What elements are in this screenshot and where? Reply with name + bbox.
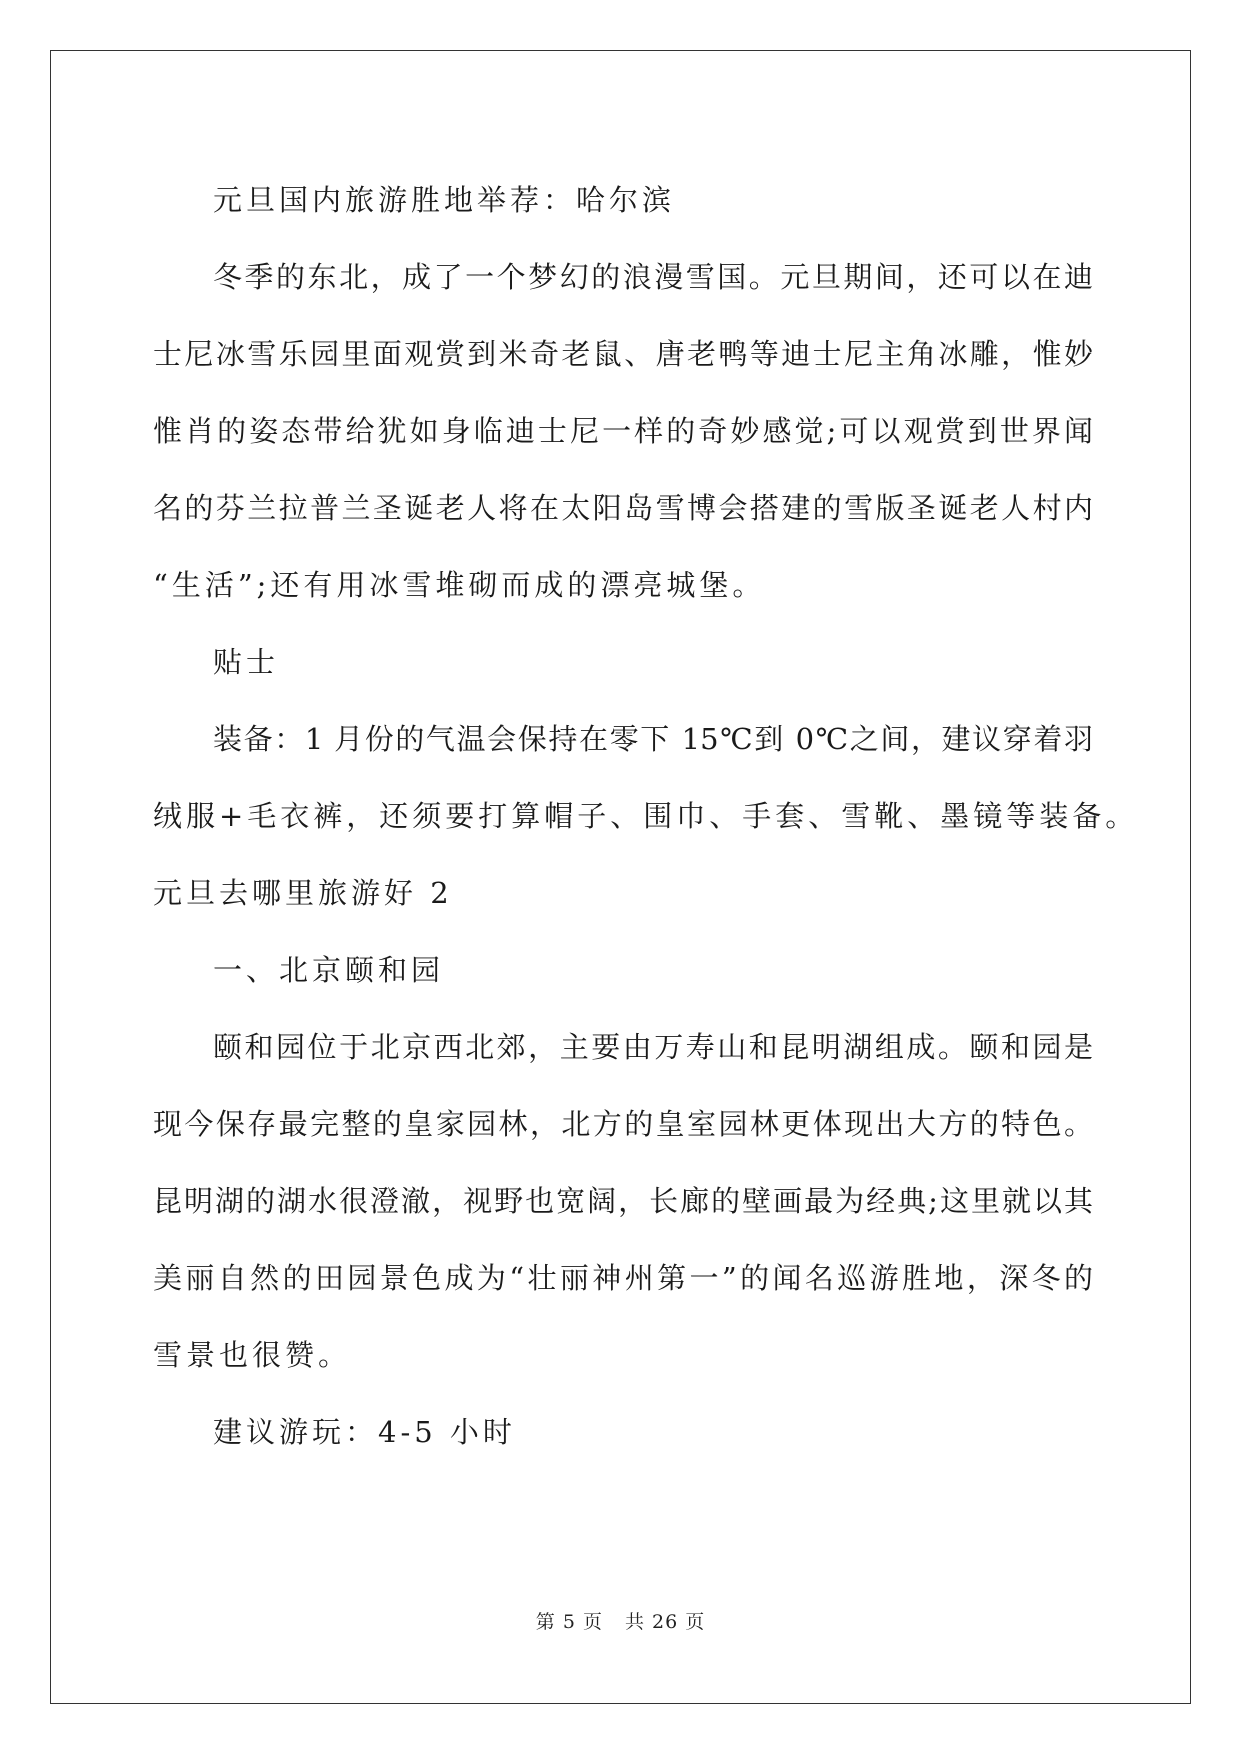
suggested-duration: 建议游玩：4-5 小时 — [213, 1415, 516, 1449]
paragraph-line: 装备：1 月份的气温会保持在零下 15℃到 0℃之间，建议穿着羽 — [213, 722, 1093, 756]
paragraph-line: 美丽自然的田园景色成为“壮丽神州第一”的闻名巡游胜地，深冬的 — [153, 1261, 1093, 1295]
paragraph-line: 昆明湖的湖水很澄澈，视野也宽阔，长廊的壁画最为经典;这里就以其 — [153, 1184, 1093, 1218]
page-number: 第 5 页 — [535, 1611, 603, 1633]
paragraph-line: 冬季的东北，成了一个梦幻的浪漫雪国。元旦期间，还可以在迪 — [213, 260, 1093, 294]
document-body — [153, 162, 1139, 1471]
subsection-heading-summer-palace: 一、北京颐和园 — [213, 953, 445, 987]
section-title: 元旦去哪里旅游好 2 — [153, 876, 453, 910]
paragraph-line: “生活”;还有用冰雪堆砌而成的漂亮城堡。 — [153, 568, 766, 602]
paragraph-line: 惟肖的姿态带给犹如身临迪士尼一样的奇妙感觉;可以观赏到世界闻 — [153, 414, 1093, 448]
paragraph-line: 士尼冰雪乐园里面观赏到米奇老鼠、唐老鸭等迪士尼主角冰雕，惟妙 — [153, 337, 1093, 371]
paragraph-line: 绒服+毛衣裤，还须要打算帽子、围巾、手套、雪靴、墨镜等装备。 — [153, 799, 1139, 833]
paragraph-line: 雪景也很赞。 — [153, 1338, 352, 1372]
tips-heading: 贴士 — [213, 645, 280, 679]
paragraph-line: 现今保存最完整的皇家园林，北方的皇室园林更体现出大方的特色。 — [153, 1107, 1093, 1141]
page-footer — [0, 1607, 1241, 1634]
paragraph-line: 颐和园位于北京西北郊，主要由万寿山和昆明湖组成。颐和园是 — [213, 1030, 1093, 1064]
page-total: 共 26 页 — [624, 1611, 706, 1633]
section-heading-harbin: 元旦国内旅游胜地举荐：哈尔滨 — [213, 183, 676, 217]
paragraph-line: 名的芬兰拉普兰圣诞老人将在太阳岛雪博会搭建的雪版圣诞老人村内 — [153, 491, 1093, 525]
